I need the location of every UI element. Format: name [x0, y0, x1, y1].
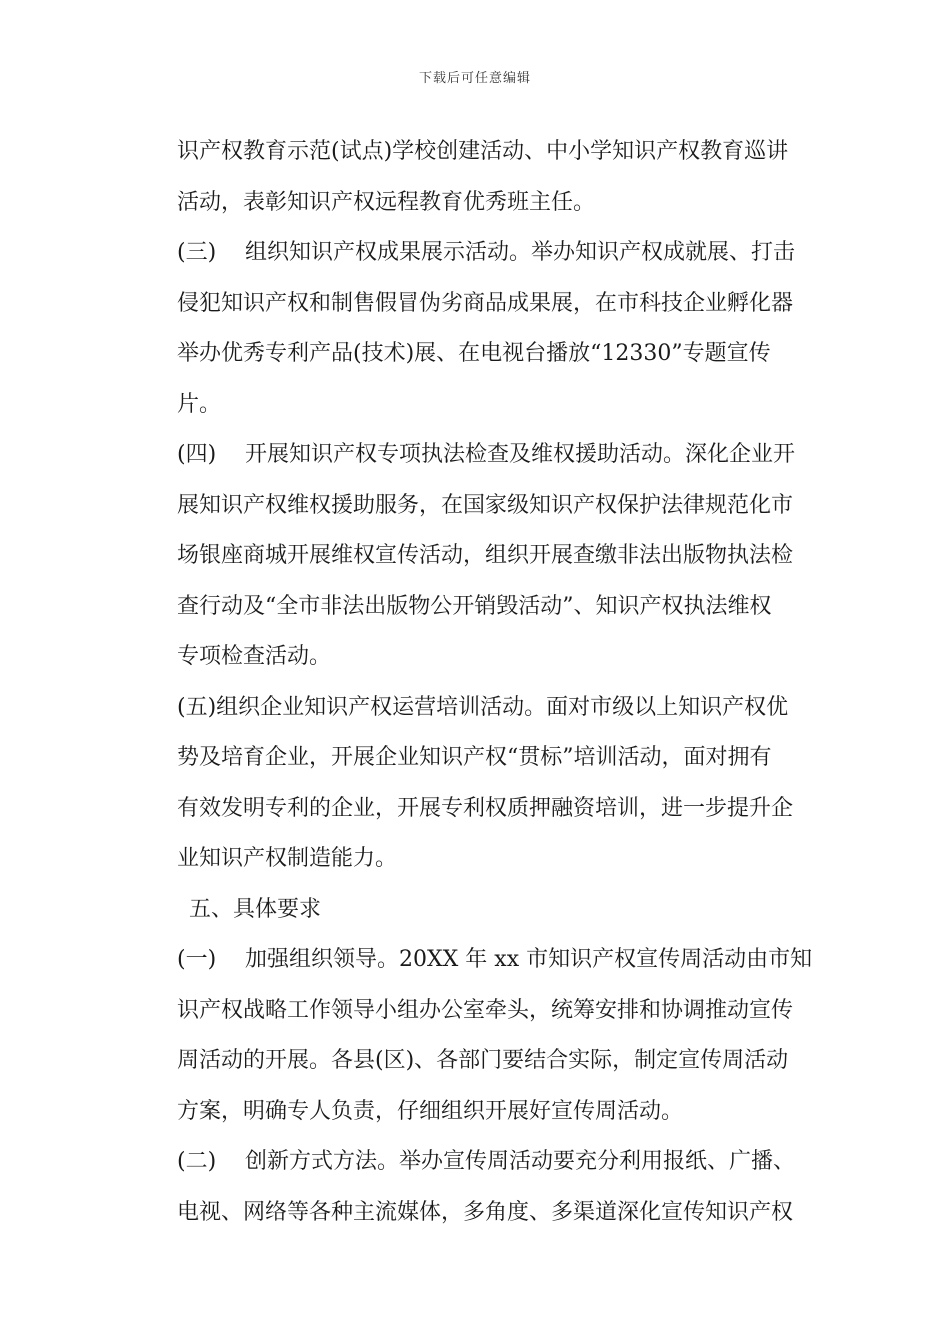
paragraph-line	[177, 935, 817, 986]
line-text: 业知识产权制造能力。	[177, 846, 398, 871]
paragraph-line	[177, 279, 817, 330]
paragraph-line	[177, 986, 817, 1037]
section-number: (二)	[177, 1149, 217, 1174]
paragraph-line	[177, 733, 817, 784]
line-text: 展知识产权维权援助服务，在国家级知识产权保护法律规范化市	[177, 492, 794, 518]
paragraph-line	[177, 228, 817, 279]
line-text: 加强组织领导。20XX 年 xx 市知识产权宣传周活动由市知	[245, 947, 813, 972]
paragraph-line	[177, 632, 817, 683]
paragraph-line	[177, 582, 817, 633]
line-text: 识产权战略工作领导小组办公室牵头，统筹安排和协调推动宣传	[177, 997, 794, 1023]
page-header-note: 下载后可任意编辑	[418, 71, 531, 86]
line-text: 识产权教育示范(试点)学校创建活动、中小学知识产权教育巡讲	[177, 139, 789, 164]
heading-text: 五、具体要求	[189, 896, 322, 922]
line-text: 活动，表彰知识产权远程教育优秀班主任。	[177, 189, 596, 215]
line-text: 电视、网络等各种主流媒体，多角度、多渠道深化宣传知识产权	[177, 1199, 794, 1225]
paragraph-line	[177, 834, 817, 885]
line-text: 势及培育企业，开展企业知识产权“贯标”培训活动，面对拥有	[177, 745, 772, 770]
paragraph-line	[177, 1188, 817, 1239]
section-number: (四)	[177, 442, 217, 467]
paragraph-line	[177, 1036, 817, 1087]
line-text: 片。	[177, 391, 222, 417]
paragraph-line	[177, 481, 817, 532]
line-text: 侵犯知识产权和制售假冒伪劣商品成果展，在市科技企业孵化器	[177, 290, 794, 316]
line-text: 场银座商城开展维权宣传活动，组织开展查缴非法出版物执法检	[177, 543, 794, 568]
paragraph-line	[177, 178, 817, 229]
line-text: 组织知识产权成果展示活动。举办知识产权成就展、打击	[245, 240, 796, 265]
line-text: 方案，明确专人负责，仔细组织开展好宣传周活动。	[177, 1098, 684, 1124]
paragraph-line	[177, 531, 817, 582]
paragraph-line	[177, 683, 817, 734]
section-number: (一)	[177, 947, 217, 972]
line-text: (五)组织企业知识产权运营培训活动。面对市级以上知识产权优	[177, 694, 789, 720]
line-text: 举办优秀专利产品(技术)展、在电视台播放“12330”专题宣传	[177, 341, 771, 366]
document-body	[177, 127, 817, 1238]
line-text: 开展知识产权专项执法检查及维权援助活动。深化企业开	[245, 442, 796, 467]
line-text: 周活动的开展。各县(区)、各部门要结合实际，制定宣传周活动	[177, 1048, 789, 1073]
paragraph-line	[177, 1137, 817, 1188]
line-text: 创新方式方法。举办宣传周活动要充分利用报纸、广播、	[245, 1149, 796, 1174]
paragraph-line	[177, 127, 817, 178]
paragraph-line	[177, 329, 817, 380]
paragraph-line	[177, 430, 817, 481]
line-text: 专项检查活动。	[177, 644, 332, 669]
section-heading	[177, 885, 817, 936]
section-number: (三)	[177, 240, 217, 265]
paragraph-line	[177, 1087, 817, 1138]
paragraph-line	[177, 380, 817, 431]
paragraph-line	[177, 784, 817, 835]
line-text: 有效发明专利的企业，开展专利权质押融资培训，进一步提升企	[177, 795, 794, 821]
line-text: 查行动及“全市非法出版物公开销毁活动”、知识产权执法维权	[177, 593, 772, 619]
